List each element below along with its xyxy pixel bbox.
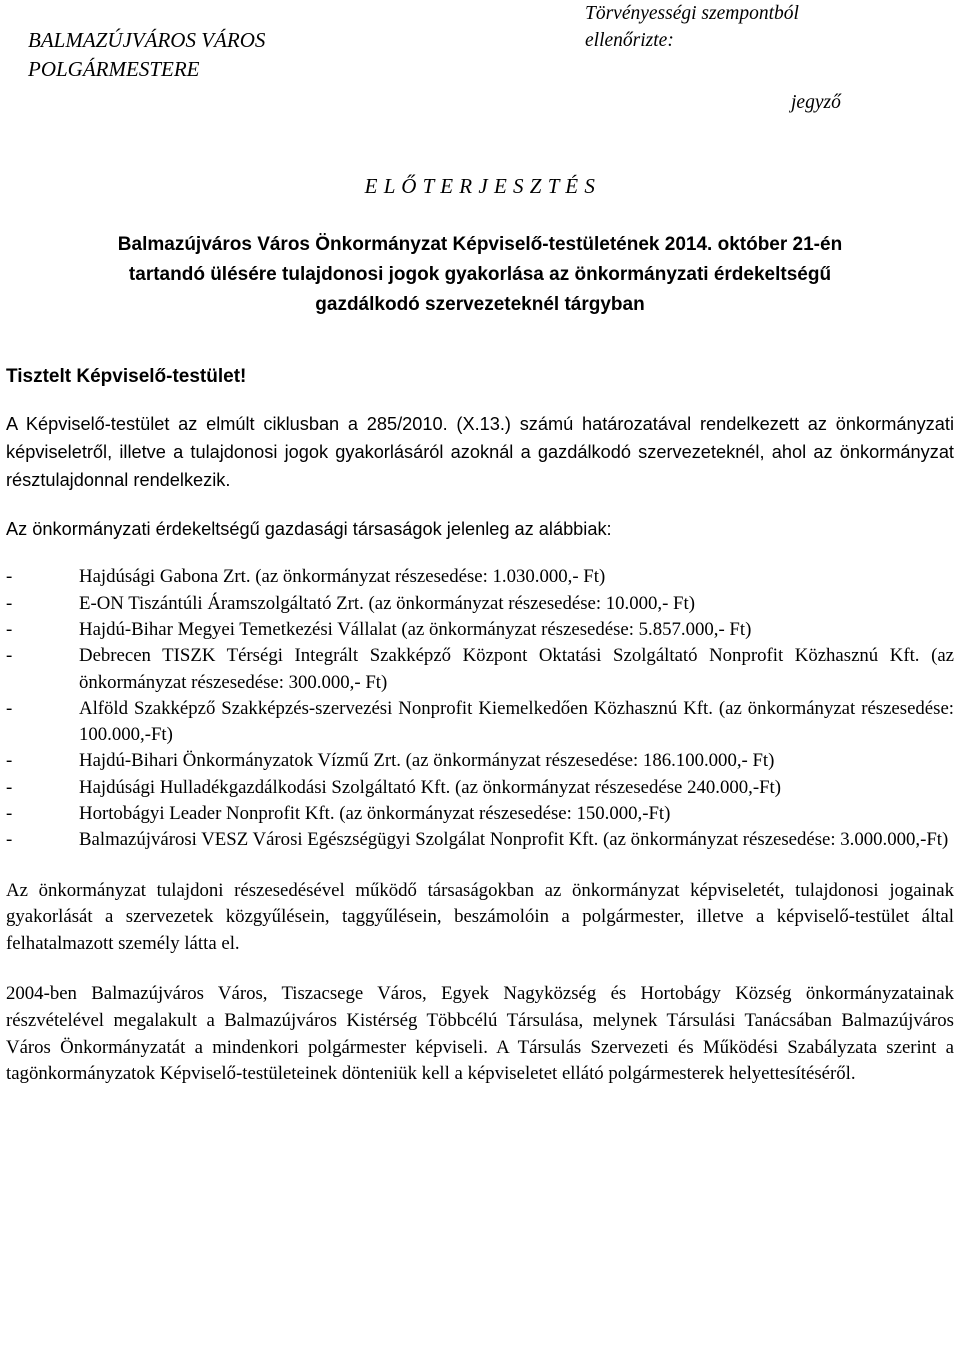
subject-line-3: gazdálkodó szervezeteknél tárgyban — [315, 294, 645, 315]
list-dash: - — [6, 697, 13, 719]
list-item — [6, 591, 954, 617]
representation-paragraph: Az önkormányzat tulajdoni részesedésével működő társaságokban az önkormányzat képviseletét, tulajdonosi jogainak gyakorlását a szervezetek közgyűlésein, taggyűlésein, beszámolóin a polgármester, illetve a képviselő-testület által felhatalmazott személy látta el. — [6, 879, 954, 954]
list-dash: - — [6, 592, 13, 614]
company-entry: Debrecen TISZK Térségi Integrált Szakképző Központ Oktatási Szolgáltató Nonprofit Közhasznú Kft. (az önkormányzat részesedése: 300.000,- Ft) — [79, 645, 954, 693]
list-item — [6, 617, 954, 643]
legality-check-block — [585, 0, 799, 54]
issuer-block — [28, 26, 265, 84]
company-entry: Hajdúsági Hulladékgazdálkodási Szolgáltató Kft. (az önkormányzat részesedése 240.000,-Ft) — [79, 776, 781, 798]
list-dash: - — [6, 776, 13, 798]
company-entry: Hortobágyi Leader Nonprofit Kft. (az önkormányzat részesedése: 150.000,-Ft) — [79, 803, 671, 825]
issuer-line-1: BALMAZÚJVÁROS VÁROS — [28, 28, 266, 52]
legality-line-1: Törvényességi szempontból — [585, 3, 799, 24]
list-item — [6, 696, 954, 749]
document-type-title: E L Ő T E R J E S Z T É S — [364, 174, 596, 198]
subject-line-1: Balmazújváros Város Önkormányzat Képviselő-testületének 2014. október 21-én — [117, 234, 843, 255]
list-dash: - — [6, 829, 13, 851]
list-dash: - — [6, 645, 13, 667]
list-dash: - — [6, 619, 13, 640]
association-paragraph: 2004-ben Balmazújváros Város, Tiszacsege Város, Egyek Nagyközség és Hortobágy Község önkormányzatainak részvételével megalakult a Balmazújváros Kistérség Többcélú Társulása, melynek Társulási Tanácsában Balmazújváros Város Önkormányzatát a mindenkori polgármester képviseli. A Társulás Szervezeti és Működési Szabályzata szerint a tagönkormányzatok Képviselő-testületeinek dönteniük kell a képviseletet ellátó polgármesterek helyettesítéséről. — [6, 983, 954, 1085]
legality-line-2: ellenőrizte: — [585, 30, 674, 51]
company-entry: Hajdúsági Gabona Zrt. (az önkormányzat részesedése: 1.030.000,- Ft) — [79, 566, 606, 588]
subject-line-2: tartandó ülésére tulajdonosi jogok gyakorlása az önkormányzati érdekeltségű — [128, 264, 832, 285]
list-item — [6, 643, 954, 696]
list-dash: - — [6, 566, 13, 588]
company-entry: Hajdú-Bihar Megyei Temetkezési Vállalat (az önkormányzat részesedése: 5.857.000,- Ft) — [79, 619, 752, 640]
companies-intro: Az önkormányzati érdekeltségű gazdasági társaságok jelenleg az alábbiak: — [6, 519, 612, 540]
companies-list — [6, 564, 954, 853]
salutation: Tisztelt Képviselő-testület! — [6, 366, 247, 387]
company-entry: Hajdú-Bihari Önkormányzatok Vízmű Zrt. (az önkormányzat részesedése: 186.100.000,- Ft) — [79, 750, 775, 772]
list-item — [6, 827, 954, 853]
list-item — [6, 748, 954, 774]
company-entry: E-ON Tiszántúli Áramszolgáltató Zrt. (az önkormányzat részesedése: 10.000,- Ft) — [79, 592, 695, 614]
list-dash: - — [6, 750, 13, 772]
list-item — [6, 564, 954, 590]
company-entry: Alföld Szakképző Szakképzés-szervezési Nonprofit Kiemelkedően Közhasznú Kft. (az önkormányzat részesedése: 100.000,-Ft) — [79, 697, 954, 746]
intro-paragraph: A Képviselő-testület az elmúlt ciklusban a 285/2010. (X.13.) számú határozatával rendelkezett az önkormányzati képviseletről, illetve a tulajdonosi jogok gyakorlásáról azoknál a gazdálkodó szervezeteknél, ahol az önkormányzat résztulajdonnal rendelkezik. — [6, 414, 954, 491]
issuer-line-2: POLGÁRMESTERE — [28, 57, 200, 81]
list-dash: - — [6, 803, 13, 825]
document-header — [6, 0, 954, 200]
subject-heading — [6, 230, 954, 320]
list-item — [6, 775, 954, 801]
company-entry: Balmazújvárosi VESZ Városi Egészségügyi Szolgálat Nonprofit Kft. (az önkormányzat részesedése: 3.000.000,-Ft) — [79, 829, 949, 851]
notary-label: jegyző — [791, 92, 841, 113]
list-item — [6, 801, 954, 827]
